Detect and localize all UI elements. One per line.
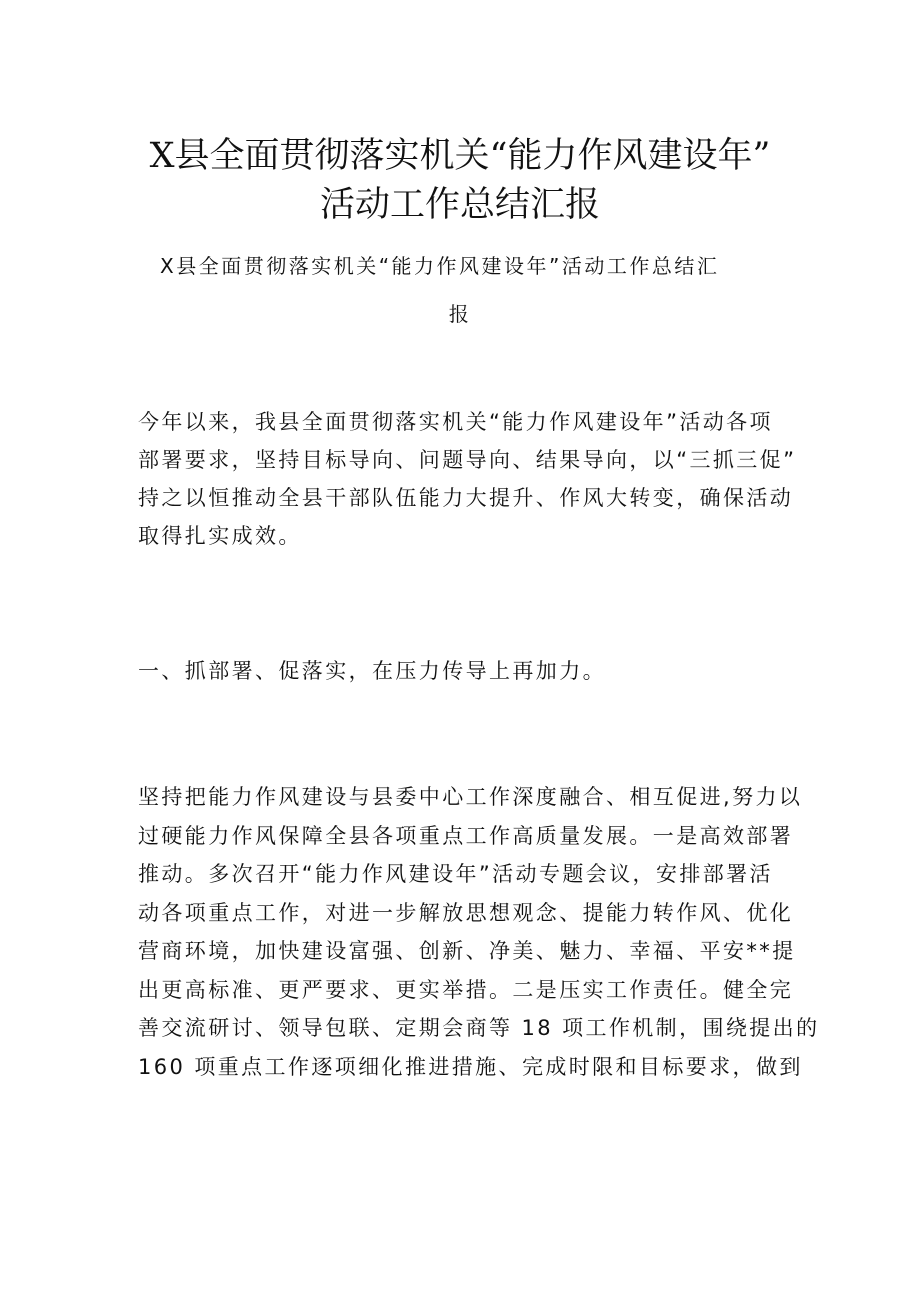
intro-paragraph — [138, 403, 798, 555]
paragraph-line: 出更高标准、更严要求、更实举措。二是压实工作责任。健全完 — [138, 977, 794, 1002]
paragraph-line: 持之以恒推动全县干部队伍能力大提升、作风大转变，确保活动 — [138, 486, 794, 510]
document-subtitle-line-1: X县全面贯彻落实机关“能力作风建设年”活动工作总结汇 — [160, 254, 720, 278]
paragraph-line: 动各项重点工作，对进一步解放思想观念、提能力转作风、优化 — [138, 900, 794, 925]
paragraph-line: 今年以来，我县全面贯彻落实机关“能力作风建设年”活动各项 — [138, 410, 773, 434]
paragraph-line: 营商环境，加快建设富强、创新、净美、魅力、幸福、平安**提 — [138, 939, 796, 963]
paragraph-line: 善交流研讨、领导包联、定期会商等 18 项工作机制，围绕提出的 — [138, 1016, 820, 1040]
section-heading-1 — [138, 652, 798, 690]
document-subtitle-line-2: 报 — [448, 302, 472, 326]
document-title-line-2: 活动工作总结汇报 — [319, 185, 600, 225]
section-heading-text: 一、抓部署、促落实，在压力传导上再加力。 — [138, 659, 606, 683]
paragraph-line: 160 项重点工作逐项细化推进措施、完成时限和目标要求，做到 — [138, 1054, 803, 1079]
paragraph-line: 推动。多次召开“能力作风建设年”活动专题会议，安排部署活 — [138, 862, 773, 886]
paragraph-line: 取得扎实成效。 — [138, 524, 302, 548]
section-1-paragraph — [138, 778, 820, 1086]
document-title-line-1: X县全面贯彻落实机关“能力作风建设年” — [149, 136, 771, 176]
paragraph-line: 部署要求，坚持目标导向、问题导向、结果导向，以“三抓三促” — [138, 448, 797, 472]
paragraph-line: 过硬能力作风保障全县各项重点工作高质量发展。一是高效部署 — [138, 823, 794, 848]
paragraph-line: 坚持把能力作风建设与县委中心工作深度融合、相互促进,努力以 — [138, 785, 803, 809]
